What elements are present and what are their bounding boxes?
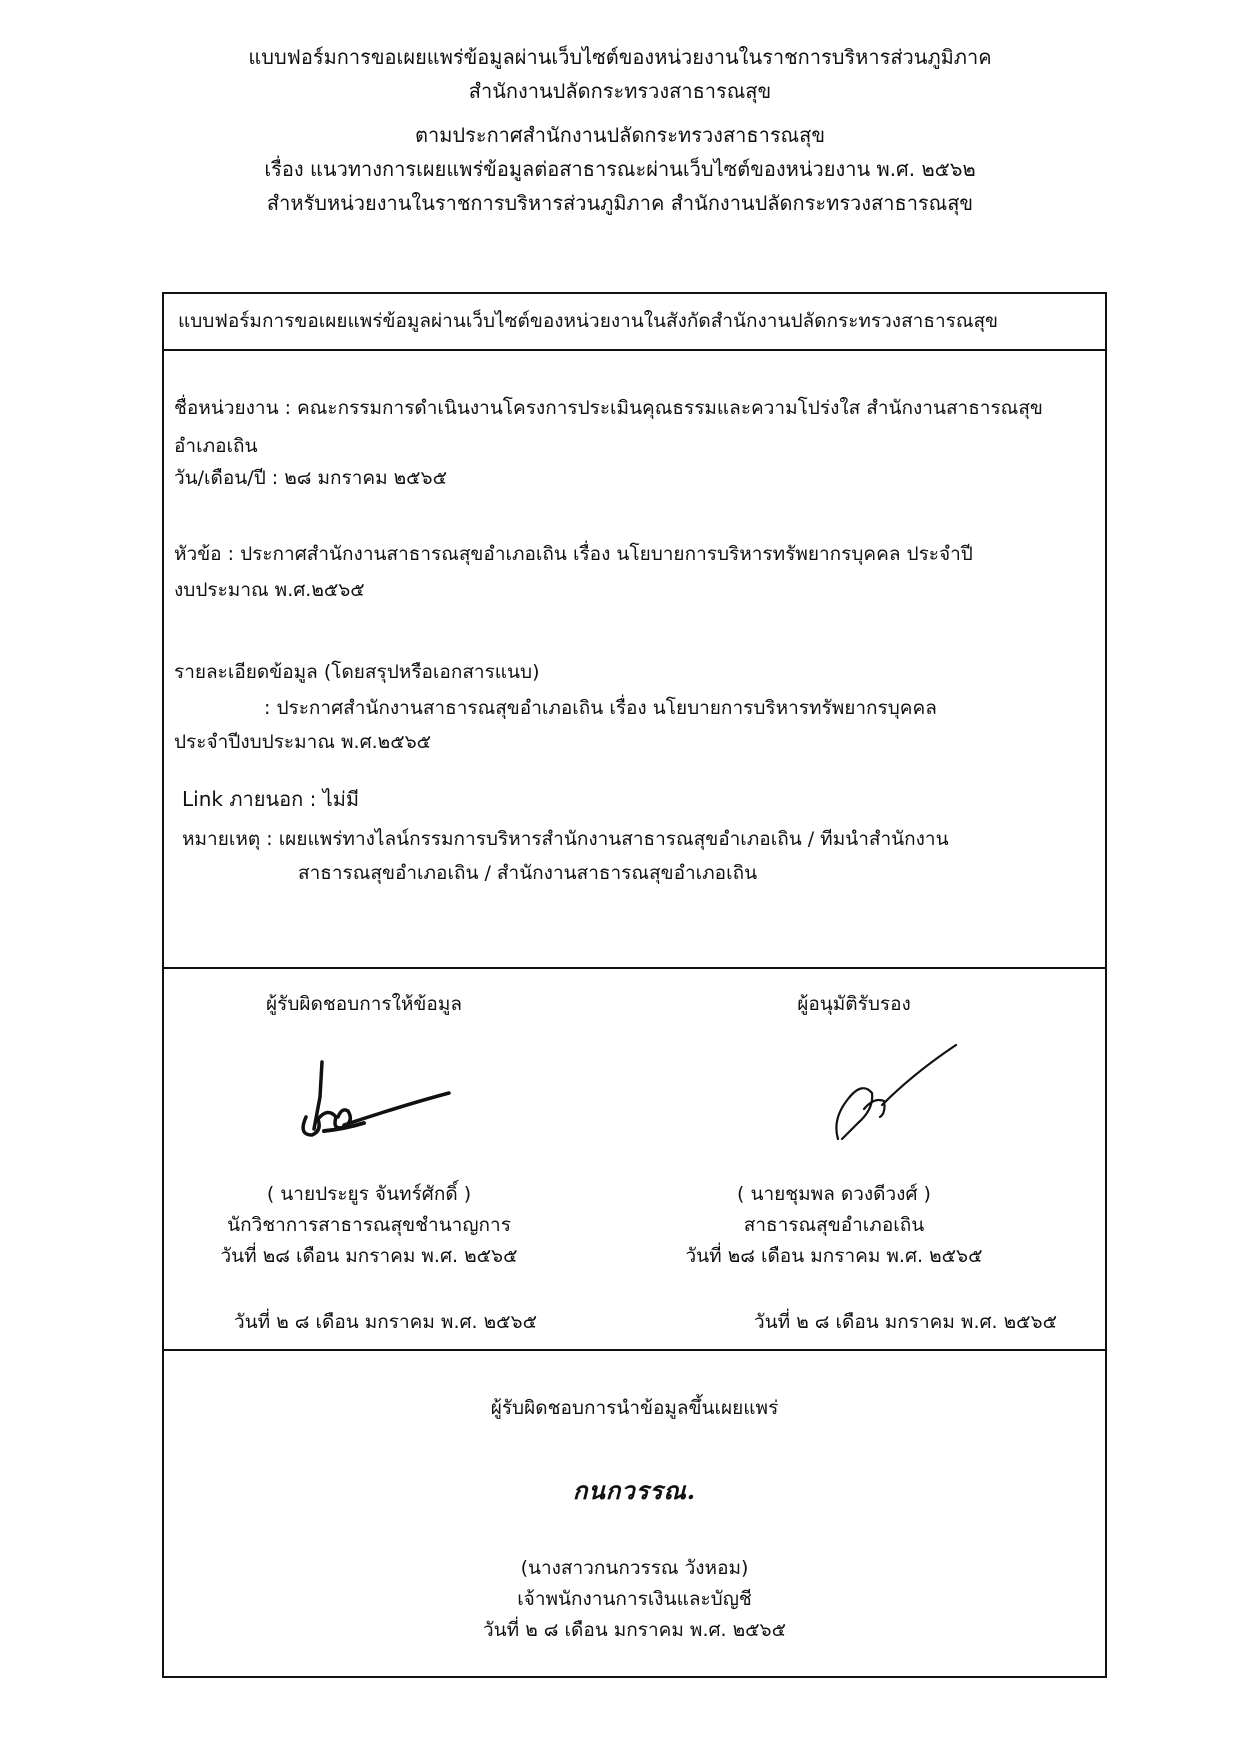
publisher-role-wrap [164, 1393, 1105, 1424]
header-line-1: แบบฟอร์มการขอเผยแพร่ข้อมูลผ่านเว็บไซต์ของหน่วยงานในราชการบริหารส่วนภูมิภาค [248, 45, 992, 69]
header-line-4: เรื่อง แนวทางการเผยแพร่ข้อมูลต่อสาธารณะผ่านเว็บไซต์ของหน่วยงาน พ.ศ. ๒๕๖๒ [264, 157, 976, 181]
topic-line-2: งบประมาณ พ.ศ.๒๕๖๕ [174, 579, 365, 601]
right-signer-position: สาธารณสุขอำเภอเถิน [743, 1214, 925, 1236]
form-date: วัน/เดือน/ปี : ๒๘ มกราคม ๒๕๖๕ [174, 467, 447, 489]
right-signer-block [634, 1179, 1034, 1272]
agency-name-line-1: ชื่อหน่วยงาน : คณะกรรมการดำเนินงานโครงการประเมินคุณธรรมและความโปร่งใส สำนักงานสาธารณสุข [174, 397, 1043, 419]
right-signer-date: วันที่ ๒๘ เดือน มกราคม พ.ศ. ๒๕๖๕ [685, 1245, 983, 1267]
left-signer-role-wrap [164, 989, 564, 1020]
left-signer-name: ( นายประยูร จันทร์ศักดิ์ ) [266, 1183, 472, 1205]
publisher-section [164, 1351, 1105, 1676]
publication-form [162, 292, 1107, 1678]
external-link: Link ภายนอก : ไม่มี [182, 787, 360, 811]
right-signature-image [824, 1039, 964, 1149]
left-signature-image [284, 1057, 484, 1147]
note-line-1: หมายเหตุ : เผยแพร่ทางไลน์กรรมการบริหารสำนักงานสาธารณสุขอำเภอเถิน / ทีมนำสำนักงาน [182, 828, 949, 850]
left-signer-position: นักวิชาการสาธารณสุขชำนาญการ [227, 1214, 511, 1236]
right-signer-role: ผู้อนุมัติรับรอง [797, 993, 911, 1015]
right-signer-role-wrap [684, 989, 1024, 1020]
publisher-signature: กนกวรรณ. [572, 1476, 697, 1505]
publisher-date: วันที่ ๒ ๘ เดือน มกราคม พ.ศ. ๒๕๖๕ [483, 1619, 786, 1641]
form-title: แบบฟอร์มการขอเผยแพร่ข้อมูลผ่านเว็บไซต์ของหน่วยงานในสังกัดสำนักงานปลัดกระทรวงสาธารณสุข [178, 310, 999, 332]
form-title-row [164, 294, 1105, 351]
left-signer-block [164, 1179, 574, 1272]
detail-label: รายละเอียดข้อมูล (โดยสรุปหรือเอกสารแนบ) [174, 661, 540, 683]
note-line-2: สาธารณสุขอำเภอเถิน / สำนักงานสาธารณสุขอำเภอเถิน [298, 862, 758, 884]
header-line-5: สำหรับหน่วยงานในราชการบริหารส่วนภูมิภาค สำนักงานปลัดกระทรวงสาธารณสุข [266, 191, 974, 215]
header-line-3: ตามประกาศสำนักงานปลัดกระทรวงสาธารณสุข [414, 123, 825, 147]
publisher-name: (นางสาวกนกวรรณ วังหอม) [520, 1557, 749, 1579]
agency-name-line-2: อำเภอเถิน [174, 435, 258, 457]
header-line-2: สำนักงานปลัดกระทรวงสาธารณสุข [468, 79, 772, 103]
right-signer-name: ( นายชุมพล ดวงดีวงศ์ ) [737, 1183, 931, 1205]
approval-section [164, 969, 1105, 1351]
publisher-block [164, 1553, 1105, 1646]
left-signer-date-2: วันที่ ๒ ๘ เดือน มกราคม พ.ศ. ๒๕๖๕ [234, 1311, 537, 1333]
left-signer-date: วันที่ ๒๘ เดือน มกราคม พ.ศ. ๒๕๖๕ [220, 1245, 518, 1267]
publisher-role: ผู้รับผิดชอบการนำข้อมูลขึ้นเผยแพร่ [490, 1397, 779, 1419]
topic-line-1: หัวข้อ : ประกาศสำนักงานสาธารณสุขอำเภอเถิน เรื่อง นโยบายการบริหารทรัพยากรบุคคล ประจำปี [174, 543, 973, 565]
detail-line-2: ประจำปีงบประมาณ พ.ศ.๒๕๖๕ [174, 731, 432, 753]
form-details-section [164, 351, 1105, 969]
left-signer-role: ผู้รับผิดชอบการให้ข้อมูล [266, 993, 462, 1015]
publisher-position: เจ้าพนักงานการเงินและบัญชี [517, 1588, 752, 1610]
document-header [0, 40, 1240, 220]
detail-line-1: : ประกาศสำนักงานสาธารณสุขอำเภอเถิน เรื่อง นโยบายการบริหารทรัพยากรบุคคล [264, 697, 937, 719]
right-signer-date-2: วันที่ ๒ ๘ เดือน มกราคม พ.ศ. ๒๕๖๕ [754, 1311, 1057, 1333]
publisher-signature-wrap [164, 1475, 1105, 1506]
